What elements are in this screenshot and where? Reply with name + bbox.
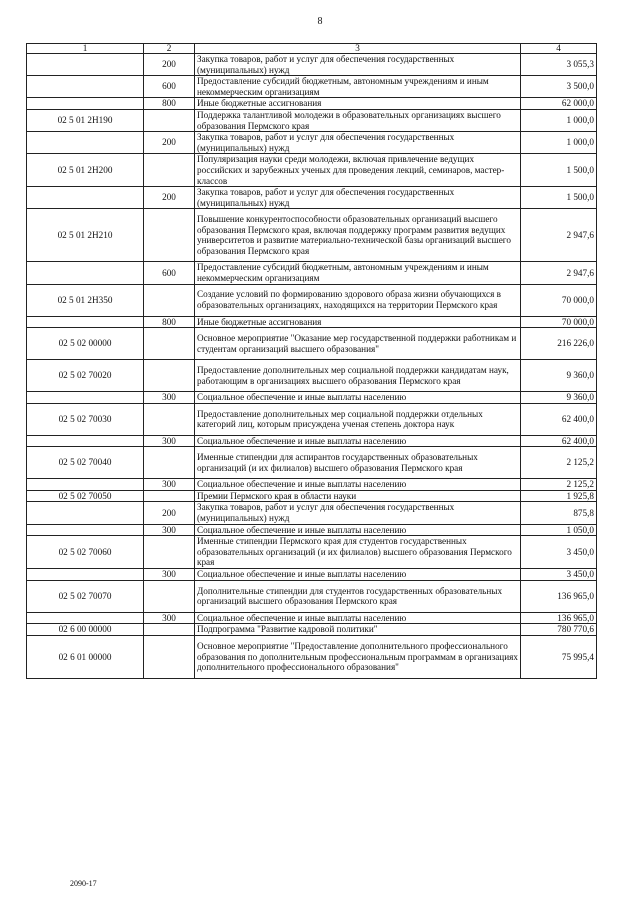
- row-expense-type: 200: [144, 132, 195, 154]
- row-expense-type: 200: [144, 187, 195, 209]
- table-row: [27, 612, 597, 624]
- table-row: [27, 624, 597, 636]
- row-expense-type: [144, 403, 195, 435]
- row-name: Закупка товаров, работ и услуг для обеспечения государственных (муниципальных) нужд: [195, 54, 521, 76]
- row-amount: 136 965,0: [521, 612, 597, 624]
- row-amount: 1 500,0: [521, 187, 597, 209]
- row-name: Закупка товаров, работ и услуг для обеспечения государственных (муниципальных) нужд: [195, 187, 521, 209]
- row-name: Предоставление дополнительных мер социальной поддержки отдельных категорий лиц, которым присуждена ученая степень доктора наук: [195, 403, 521, 435]
- table-row: [27, 209, 597, 262]
- row-name: Иные бюджетные ассигнования: [195, 98, 521, 110]
- table-row: [27, 284, 597, 316]
- budget-table: [26, 43, 597, 679]
- row-name: Предоставление дополнительных мер социальной поддержки кандидатам наук, работающим в организациях высшего образования Пермского края: [195, 360, 521, 392]
- table-row: [27, 524, 597, 536]
- footer-code: 2090-17: [70, 879, 97, 888]
- column-header: 4: [521, 44, 597, 54]
- row-amount: 136 965,0: [521, 580, 597, 612]
- table-row: [27, 580, 597, 612]
- row-amount: 3 500,0: [521, 76, 597, 98]
- row-expense-type: 600: [144, 76, 195, 98]
- row-name: Иные бюджетные ассигнования: [195, 316, 521, 328]
- row-amount: 1 000,0: [521, 132, 597, 154]
- row-amount: 1 500,0: [521, 154, 597, 187]
- row-code: 02 5 01 2Н200: [27, 154, 144, 187]
- row-code: 02 5 02 70020: [27, 360, 144, 392]
- row-code: [27, 479, 144, 491]
- row-amount: 216 226,0: [521, 328, 597, 360]
- row-name: Поддержка талантливой молодежи в образовательных организациях высшего образования Пермского края: [195, 109, 521, 131]
- row-code: 02 5 02 70040: [27, 447, 144, 479]
- row-code: [27, 502, 144, 524]
- row-amount: 9 360,0: [521, 392, 597, 404]
- row-name: Предоставление субсидий бюджетным, автономным учреждениям и иным некоммерческим организациям: [195, 76, 521, 98]
- table-row: [27, 502, 597, 524]
- row-amount: 62 400,0: [521, 435, 597, 447]
- row-expense-type: [144, 154, 195, 187]
- table-row: [27, 569, 597, 581]
- row-amount: 875,8: [521, 502, 597, 524]
- row-name: Предоставление субсидий бюджетным, автономным учреждениям и иным некоммерческим организациям: [195, 262, 521, 284]
- row-amount: 2 947,6: [521, 209, 597, 262]
- row-expense-type: [144, 624, 195, 636]
- row-code: [27, 132, 144, 154]
- column-header: 2: [144, 44, 195, 54]
- row-name: Популяризация науки среди молодежи, включая привлечение ведущих российских и зарубежных ученых для проведения лекций, семинаров, мастер-классов: [195, 154, 521, 187]
- row-expense-type: 300: [144, 479, 195, 491]
- row-expense-type: 300: [144, 435, 195, 447]
- row-code: 02 5 01 2Н350: [27, 284, 144, 316]
- row-amount: 1 000,0: [521, 109, 597, 131]
- row-amount: 9 360,0: [521, 360, 597, 392]
- row-expense-type: [144, 209, 195, 262]
- table-row: [27, 536, 597, 569]
- row-name: Основное мероприятие "Предоставление дополнительного профессионального образования по дополнительным профессиональным программам в организациях дополнительного профессионального образования": [195, 635, 521, 678]
- table-row: [27, 392, 597, 404]
- row-code: 02 5 01 2Н210: [27, 209, 144, 262]
- table-header-row: [27, 44, 597, 54]
- row-code: [27, 76, 144, 98]
- table-row: [27, 76, 597, 98]
- row-name: Социальное обеспечение и иные выплаты населению: [195, 435, 521, 447]
- row-expense-type: [144, 490, 195, 502]
- row-expense-type: 600: [144, 262, 195, 284]
- row-code: 02 5 02 00000: [27, 328, 144, 360]
- row-code: 02 5 02 70050: [27, 490, 144, 502]
- table-row: [27, 187, 597, 209]
- table-row: [27, 154, 597, 187]
- row-expense-type: [144, 328, 195, 360]
- row-name: Закупка товаров, работ и услуг для обеспечения государственных (муниципальных) нужд: [195, 132, 521, 154]
- row-expense-type: [144, 109, 195, 131]
- row-amount: 3 450,0: [521, 569, 597, 581]
- row-amount: 70 000,0: [521, 316, 597, 328]
- table-row: [27, 479, 597, 491]
- table-row: [27, 447, 597, 479]
- row-amount: 75 995,4: [521, 635, 597, 678]
- row-expense-type: 300: [144, 612, 195, 624]
- table-row: [27, 54, 597, 76]
- row-amount: 2 947,6: [521, 262, 597, 284]
- table-row: [27, 262, 597, 284]
- column-header: 1: [27, 44, 144, 54]
- row-code: [27, 98, 144, 110]
- row-amount: 70 000,0: [521, 284, 597, 316]
- row-expense-type: [144, 580, 195, 612]
- row-name: Социальное обеспечение и иные выплаты населению: [195, 524, 521, 536]
- table-row: [27, 109, 597, 131]
- table-row: [27, 635, 597, 678]
- row-amount: 2 125,2: [521, 447, 597, 479]
- row-name: Премии Пермского края в области науки: [195, 490, 521, 502]
- row-name: Именные стипендии для аспирантов государственных образовательных организаций (и их филиалов) высшего образования Пермского края: [195, 447, 521, 479]
- row-expense-type: 300: [144, 392, 195, 404]
- row-name: Дополнительные стипендии для студентов государственных образовательных организаций высшего образования Пермского края: [195, 580, 521, 612]
- row-code: [27, 54, 144, 76]
- table-row: [27, 435, 597, 447]
- row-name: Социальное обеспечение и иные выплаты населению: [195, 569, 521, 581]
- row-expense-type: 200: [144, 54, 195, 76]
- row-code: 02 6 01 00000: [27, 635, 144, 678]
- row-code: [27, 612, 144, 624]
- row-code: [27, 392, 144, 404]
- row-expense-type: [144, 284, 195, 316]
- row-code: [27, 187, 144, 209]
- row-expense-type: [144, 447, 195, 479]
- row-expense-type: 300: [144, 569, 195, 581]
- row-amount: 2 125,2: [521, 479, 597, 491]
- row-expense-type: [144, 536, 195, 569]
- row-amount: 3 450,0: [521, 536, 597, 569]
- row-name: Закупка товаров, работ и услуг для обеспечения государственных (муниципальных) нужд: [195, 502, 521, 524]
- table-row: [27, 316, 597, 328]
- row-name: Социальное обеспечение и иные выплаты населению: [195, 479, 521, 491]
- row-name: Создание условий по формированию здорового образа жизни обучающихся в образовательных организациях, находящихся на территории Пермского края: [195, 284, 521, 316]
- row-name: Социальное обеспечение и иные выплаты населению: [195, 612, 521, 624]
- row-code: 02 5 02 70070: [27, 580, 144, 612]
- row-amount: 1 050,0: [521, 524, 597, 536]
- table-row: [27, 403, 597, 435]
- row-amount: 62 400,0: [521, 403, 597, 435]
- row-name: Социальное обеспечение и иные выплаты населению: [195, 392, 521, 404]
- table-row: [27, 490, 597, 502]
- row-expense-type: 800: [144, 98, 195, 110]
- row-name: Подпрограмма "Развитие кадровой политики": [195, 624, 521, 636]
- column-header: 3: [195, 44, 521, 54]
- row-expense-type: [144, 360, 195, 392]
- row-amount: 3 055,3: [521, 54, 597, 76]
- table-row: [27, 328, 597, 360]
- row-name: Повышение конкурентоспособности образовательных организаций высшего образования Пермского края, включая поддержку программ развития ведущих университетов и развитие материально-технической базы организаций высшего образования Пермского края: [195, 209, 521, 262]
- row-code: [27, 316, 144, 328]
- table-row: [27, 360, 597, 392]
- row-expense-type: [144, 635, 195, 678]
- row-amount: 1 925,8: [521, 490, 597, 502]
- row-code: 02 5 02 70060: [27, 536, 144, 569]
- row-expense-type: 300: [144, 524, 195, 536]
- row-name: Основное мероприятие "Оказание мер государственной поддержки работникам и студентам организаций высшего образования": [195, 328, 521, 360]
- row-expense-type: 800: [144, 316, 195, 328]
- row-code: [27, 524, 144, 536]
- row-code: [27, 262, 144, 284]
- row-amount: 780 770,6: [521, 624, 597, 636]
- row-code: [27, 569, 144, 581]
- table-row: [27, 132, 597, 154]
- table-row: [27, 98, 597, 110]
- row-name: Именные стипендии Пермского края для студентов государственных образовательных организаций (и их филиалов) высшего образования Пермского края: [195, 536, 521, 569]
- row-amount: 62 000,0: [521, 98, 597, 110]
- page-number: 8: [317, 16, 323, 27]
- row-code: 02 5 01 2Н190: [27, 109, 144, 131]
- row-code: 02 6 00 00000: [27, 624, 144, 636]
- row-code: 02 5 02 70030: [27, 403, 144, 435]
- row-expense-type: 200: [144, 502, 195, 524]
- row-code: [27, 435, 144, 447]
